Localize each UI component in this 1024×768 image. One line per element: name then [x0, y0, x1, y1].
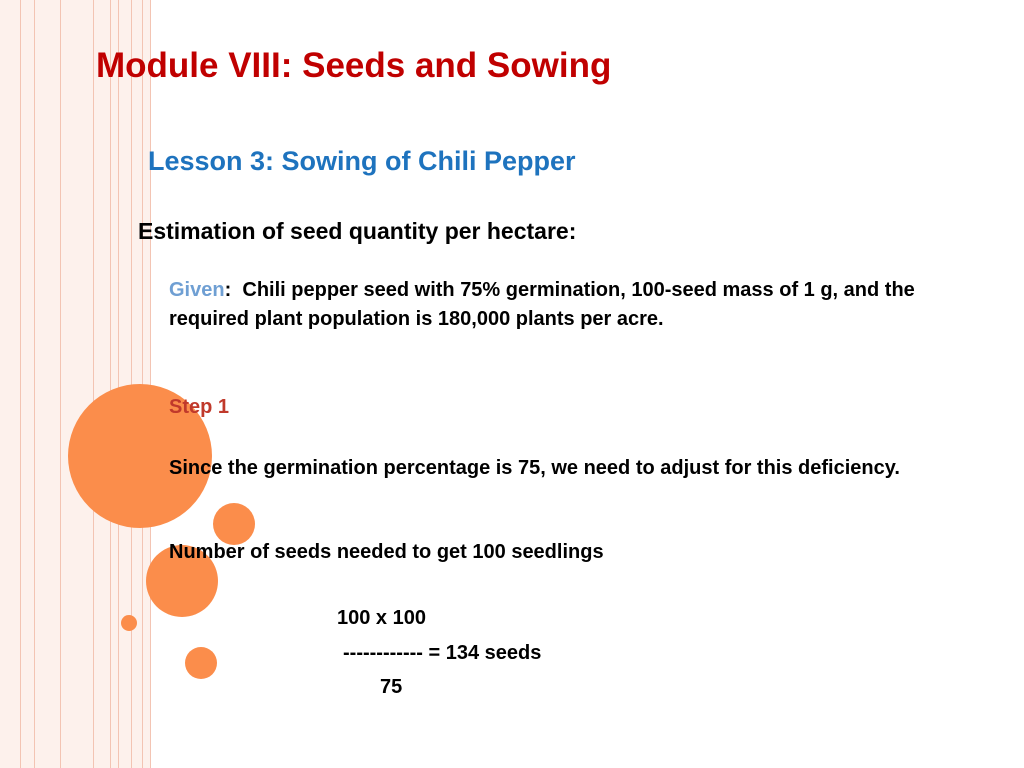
- explanation-paragraph: Since the germination percentage is 75, we need to adjust for this deficiency.: [169, 457, 900, 479]
- decorative-line: [34, 0, 35, 768]
- given-label: Given: [169, 279, 225, 301]
- given-text: Chili pepper seed with 75% germination, 100-seed mass of 1 g, and the required plant population is 180,000 plants per acre.: [169, 279, 915, 330]
- step-label: Step 1: [169, 396, 230, 418]
- decorative-line: [118, 0, 119, 768]
- decorative-circle-small: [185, 647, 217, 679]
- decorative-line: [60, 0, 61, 768]
- formula-numerator: 100 x 100: [337, 607, 426, 629]
- lesson-subtitle: Lesson 3: Sowing of Chili Pepper: [148, 146, 576, 176]
- formula-denominator: 75: [380, 676, 403, 698]
- decorative-line: [20, 0, 21, 768]
- section-heading: Estimation of seed quantity per hectare:: [138, 218, 577, 244]
- decorative-circle-tiny: [121, 615, 137, 631]
- seeds-needed-text: Number of seeds needed to get 100 seedlings: [169, 541, 604, 563]
- given-paragraph: [169, 276, 959, 334]
- decorative-line: [93, 0, 94, 768]
- formula-result: ------------ = 134 seeds: [343, 642, 542, 664]
- decorative-line: [110, 0, 111, 768]
- given-separator: :: [224, 279, 232, 301]
- slide-title: Module VIII: Seeds and Sowing: [96, 46, 612, 85]
